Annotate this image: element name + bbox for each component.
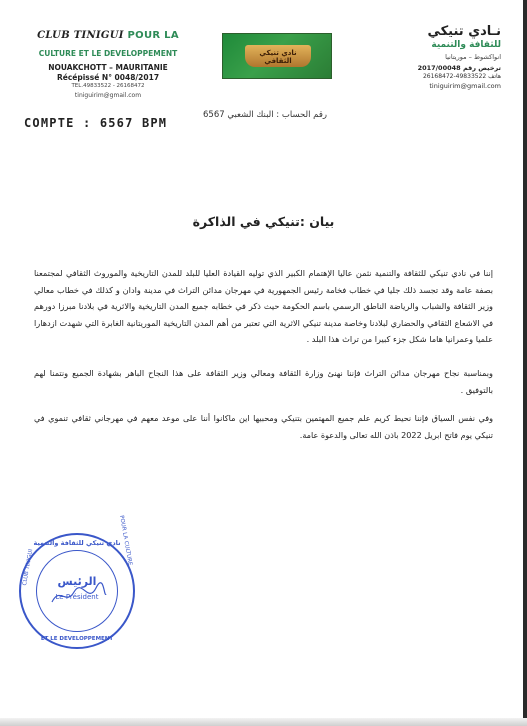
signature-icon [48, 580, 108, 610]
city-ar: انواكشوط – موريتانيا [445, 53, 501, 61]
culture-line: CULTURE ET LE DEVELOPPEMENT [38, 49, 178, 58]
club-pour-text: POUR LA [127, 30, 179, 41]
account-number-ar: رقم الحساب : البنك الشعبي 6567 [203, 110, 327, 120]
phone-ar: هاتف 49833522-26168472 [422, 73, 501, 80]
stamp-title-ar: الرئيس [57, 575, 97, 588]
email-ar: tiniguirim@gmail.com [429, 82, 501, 90]
club-logo [222, 33, 332, 79]
account-number-fr: COMPTE : 6567 BPM [24, 116, 168, 130]
license-ar: ترخيص رقم 2017/00048 [417, 64, 501, 72]
scan-edge-bottom [0, 718, 527, 726]
scan-edge-right [523, 0, 527, 726]
statement-title: بيان :تنيكي في الذاكرة [192, 214, 335, 229]
club-subtitle-ar: للثقافة والتنمية [431, 40, 501, 50]
statement-body [34, 265, 493, 460]
letterhead-left [18, 30, 198, 99]
club-name-fr [18, 30, 198, 41]
paragraph: إننا في نادي تنيكي للثقافة والتنمية نثمن عاليا الإهتمام الكبير الذي توليه القيادة العليا للبلد للمدن التاريخية والموروث الثقافي لمجتمعنا بصفة عامة وقد تجسد ذلك جليا في خطاب فخامة رئيس الجمهورية في مهرجان مدائن التراث في مدينة وادان و كذلك في خطاب معالي وزير الثقافة والشباب والرياضة الناطق الرسمي باسم الحكومة حيث ذكر في خطابه جميع المدن التاريخية والاثرية في بلادنا مبرزا دورهم في الاشعاع الثقافي والحضاري لبلادنا وخاصة مدينة تنيكي الاثرية التي تعتبر من أهم المدن التاريخية الموريتانية الغابرة التي شهدت ازدهارا علميا وعمرانيا هاما شكل جزء كبيرا من تراث هذا البلد . [34, 268, 493, 345]
book-icon [245, 45, 311, 67]
stamp-ring-bottom: ET LE DEVELOPPEMENT [40, 636, 114, 642]
stamp-ring-top: نادي تنيكي للثقافة والتنمية [33, 539, 121, 547]
logo-text: نادي تنيكي الثقافي [259, 49, 297, 65]
stamp-ring-left: CLUB TINIGUI [22, 548, 35, 587]
email-fr: tiniguirim@gmail.com [74, 92, 142, 99]
paragraph: وفي نفس السياق فإننا نحيط كريم علم جميع المهتمين بتنيكي ومحبيها اين ماكانوا أننا على موعد معهم في مهرجاني ثقافي تنموي في تنيكي يوم فاتح ابريل 2022 باذن الله تعالى والدعوة عامة. [34, 413, 493, 440]
phone-fr: TEL.49833522 - 26168472 [71, 83, 145, 89]
club-name-text: CLUB TINIGUI [37, 30, 124, 41]
club-name-ar: نـادي تنيكي [427, 24, 501, 39]
receipt-number: Récépissé N° 0048/2017 [56, 73, 160, 82]
city-fr: NOUAKCHOTT – MAURITANIE [48, 63, 168, 72]
letterhead-right [346, 24, 501, 90]
paragraph: وبمناسبة نجاح مهرجان مدائن التراث فإننا نهنئ وزارة الثقافة ومعالي وزير الثقافة على هذا النجاح الباهر بشهادة الجميع ونتمنا لهم بالتوفيق . [34, 367, 493, 395]
stamp-title-fr: Le Président [55, 593, 99, 601]
stamp-ring-right: POUR LA CULTURE [118, 514, 133, 567]
